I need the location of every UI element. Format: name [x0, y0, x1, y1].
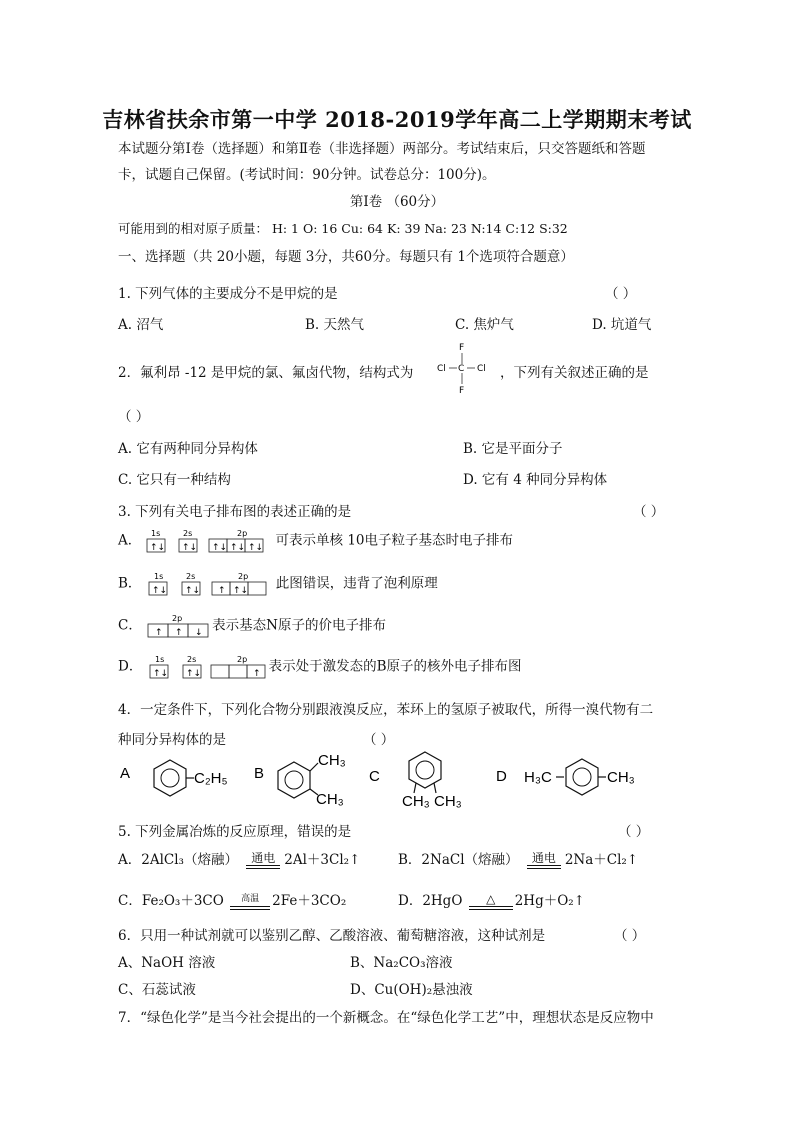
q1-stem: 1. 下列气体的主要成分不是甲烷的是 [118, 286, 338, 302]
q3-a-text: 可表示单核 10电子粒子基态时电子排布 [275, 532, 514, 549]
q3-option-d [118, 654, 522, 680]
q3-d-label: D． [118, 658, 143, 675]
svg-text:2p: 2p [172, 614, 183, 623]
q5-option-c [118, 889, 346, 910]
svg-text:↑↓: ↑↓ [232, 586, 248, 596]
q3-option-a [118, 528, 513, 554]
svg-text:↑↓: ↑↓ [184, 586, 200, 596]
q2-option-d: D. 它有 4 种同分异构体 [463, 472, 608, 488]
q5-c-arrow [230, 893, 270, 910]
svg-text:B: B [254, 765, 265, 782]
q1-option-c: C. 焦炉气 [455, 317, 514, 333]
q5-d-arrow [469, 893, 513, 910]
q1-blank: （ ） [605, 286, 637, 302]
svg-text:↑↓: ↑↓ [247, 543, 263, 553]
svg-text:↑↓: ↑↓ [149, 543, 165, 553]
q5-blank: （ ） [618, 824, 650, 840]
svg-text:2s: 2s [186, 655, 196, 664]
svg-text:1s: 1s [150, 529, 160, 538]
q3-c-text: 表示基态N原子的价电子排布 [212, 617, 386, 634]
q5-a-products: 2Al＋3Cl₂↑ [284, 852, 361, 868]
svg-text:↑: ↑ [217, 586, 226, 596]
svg-text:↑: ↑ [175, 628, 183, 638]
section-title: 第Ⅰ卷 （60分） [349, 194, 445, 210]
svg-text:↑↓: ↑↓ [185, 669, 201, 679]
orbital-diagram-d [147, 654, 269, 680]
q2-stem-post: ，下列有关叙述正确的是 [500, 365, 649, 381]
svg-text:CH₃: CH₃ [434, 793, 462, 810]
q5-a-condition: 通电 [251, 851, 276, 865]
q6-blank: （ ） [614, 928, 646, 944]
q1-option-b: B. 天然气 [305, 317, 365, 333]
q3-b-text: 此图错误，违背了泡利原理 [275, 575, 438, 592]
q5-c-products: 2Fe＋3CO₂ [272, 893, 347, 909]
svg-text:Cl: Cl [437, 364, 446, 374]
intro-line-1: 本试题分第Ⅰ卷（选择题）和第Ⅱ卷（非选择题）两部分。考试结束后，只交答题纸和答题 [118, 141, 646, 157]
q5-option-b [398, 848, 638, 869]
svg-text:2s: 2s [182, 529, 192, 538]
q1-option-a: A. 沼气 [118, 317, 164, 333]
q5-c-reactants: C．Fe₂O₃＋3CO [118, 893, 224, 909]
q6-stem: 6．只用一种试剂就可以鉴别乙醇、乙酸溶液、葡萄糖溶液，这种试剂是 [118, 928, 546, 944]
svg-text:F: F [459, 386, 465, 396]
page-title: 吉林省扶余市第一中学 2018-2019学年高二上学期期末考试 [102, 107, 692, 132]
q4-blank: （ ） [363, 732, 395, 748]
q4-stem-1: 4．一定条件下，下列化合物分别跟液溴反应，苯环上的氢原子被取代，所得一溴代物有二 [118, 702, 654, 718]
svg-text:↑↓: ↑↓ [211, 543, 227, 553]
o-xylene-down-structure [402, 752, 462, 810]
svg-text:C: C [369, 768, 380, 785]
svg-text:H₃C: H₃C [524, 769, 552, 786]
svg-text:↓: ↓ [195, 628, 203, 638]
svg-text:↑↓: ↑↓ [152, 669, 168, 679]
q2-option-a: A. 它有两种同分异构体 [118, 441, 258, 457]
intro-line-2: 卡，试题自己保留。(考试时间：90分钟。试卷总分：100分)。 [118, 167, 496, 183]
q3-stem: 3. 下列有关电子排布图的表述正确的是 [118, 504, 352, 520]
q3-b-label: B． [118, 575, 142, 592]
freon-structure [437, 340, 495, 396]
q2-option-c: C. 它只有一种结构 [118, 472, 231, 488]
q5-d-reactants: D．2HgO [398, 893, 463, 909]
q5-option-d [398, 889, 585, 910]
svg-text:↑↓: ↑↓ [181, 543, 197, 553]
q5-b-products: 2Na＋Cl₂↑ [564, 852, 639, 868]
q7-stem: 7．“绿色化学”是当今社会提出的一个新概念。在“绿色化学工艺”中，理想状态是反应物中 [118, 1010, 654, 1026]
q6-option-c: C、石蕊试液 [118, 982, 196, 998]
q3-option-b [118, 571, 438, 597]
q6-option-b: B、Na₂CO₃溶液 [350, 955, 453, 971]
q5-b-reactants: B．2NaCl（熔融） [398, 852, 519, 868]
q3-c-label: C． [118, 617, 142, 634]
svg-text:CH₃: CH₃ [318, 752, 346, 769]
orbital-diagram-b [146, 571, 276, 597]
svg-text:A: A [120, 765, 131, 782]
svg-text:F: F [459, 343, 465, 353]
q3-option-c [118, 613, 386, 639]
svg-text:2s: 2s [185, 572, 195, 581]
svg-text:C: C [458, 364, 465, 374]
svg-text:C₂H₅: C₂H₅ [194, 770, 228, 787]
svg-text:↑: ↑ [155, 628, 163, 638]
svg-text:CH₃: CH₃ [316, 791, 344, 808]
q2-option-b: B. 它是平面分子 [463, 441, 563, 457]
q3-blank: （ ） [633, 504, 665, 520]
p-xylene-structure [524, 759, 635, 795]
q3-d-text: 表示处于激发态的B原子的核外电子排布图 [268, 658, 522, 675]
q4-stem-2: 种同分异构体的是 [118, 732, 226, 748]
part-header: 一、选择题（共 20小题，每题 3分，共60分。每题只有 1个选项符合题意） [118, 249, 574, 265]
o-xylene-structure [278, 752, 346, 808]
ethylbenzene-structure [154, 760, 228, 796]
q5-d-condition: △ [486, 892, 496, 906]
svg-text:CH₃: CH₃ [402, 793, 430, 810]
q5-b-condition: 通电 [531, 851, 556, 865]
svg-text:Cl: Cl [477, 364, 486, 374]
q5-option-a [118, 848, 360, 869]
q5-c-condition: 高温 [241, 894, 260, 904]
q5-b-arrow [527, 852, 561, 869]
q2-stem-pre: 2．氟利昂 -12 是甲烷的氯、氟卤代物，结构式为 [118, 365, 414, 381]
svg-text:CH₃: CH₃ [607, 769, 635, 786]
q5-a-arrow [246, 852, 280, 869]
svg-text:2p: 2p [237, 572, 248, 581]
svg-text:2p: 2p [236, 655, 247, 664]
q5-d-products: 2Hg＋O₂↑ [514, 893, 585, 909]
svg-text:↑: ↑ [252, 669, 261, 679]
svg-text:↑↓: ↑↓ [151, 586, 167, 596]
q4-structures [118, 748, 658, 814]
orbital-diagram-c [146, 613, 212, 639]
svg-text:1s: 1s [154, 655, 164, 664]
q3-a-label: A． [118, 532, 142, 549]
q5-a-reactants: A．2AlCl₃（熔融） [118, 852, 238, 868]
q2-blank: （ ） [118, 409, 150, 425]
svg-text:D: D [496, 768, 507, 785]
svg-text:1s: 1s [153, 572, 163, 581]
q5-stem: 5. 下列金属冶炼的反应原理，错误的是 [118, 824, 352, 840]
orbital-diagram-a [146, 528, 276, 554]
atomic-masses: 可能用到的相对原子质量： H: 1 O: 16 Cu: 64 K: 39 Na: 23 N:14 C:12 S:32 [118, 221, 568, 236]
q1-option-d: D. 坑道气 [592, 317, 652, 333]
q6-option-a: A、NaOH 溶液 [118, 955, 216, 971]
svg-text:2p: 2p [236, 529, 247, 538]
svg-text:↑↓: ↑↓ [229, 543, 245, 553]
q6-option-d: D、Cu(OH)₂悬浊液 [350, 982, 473, 998]
